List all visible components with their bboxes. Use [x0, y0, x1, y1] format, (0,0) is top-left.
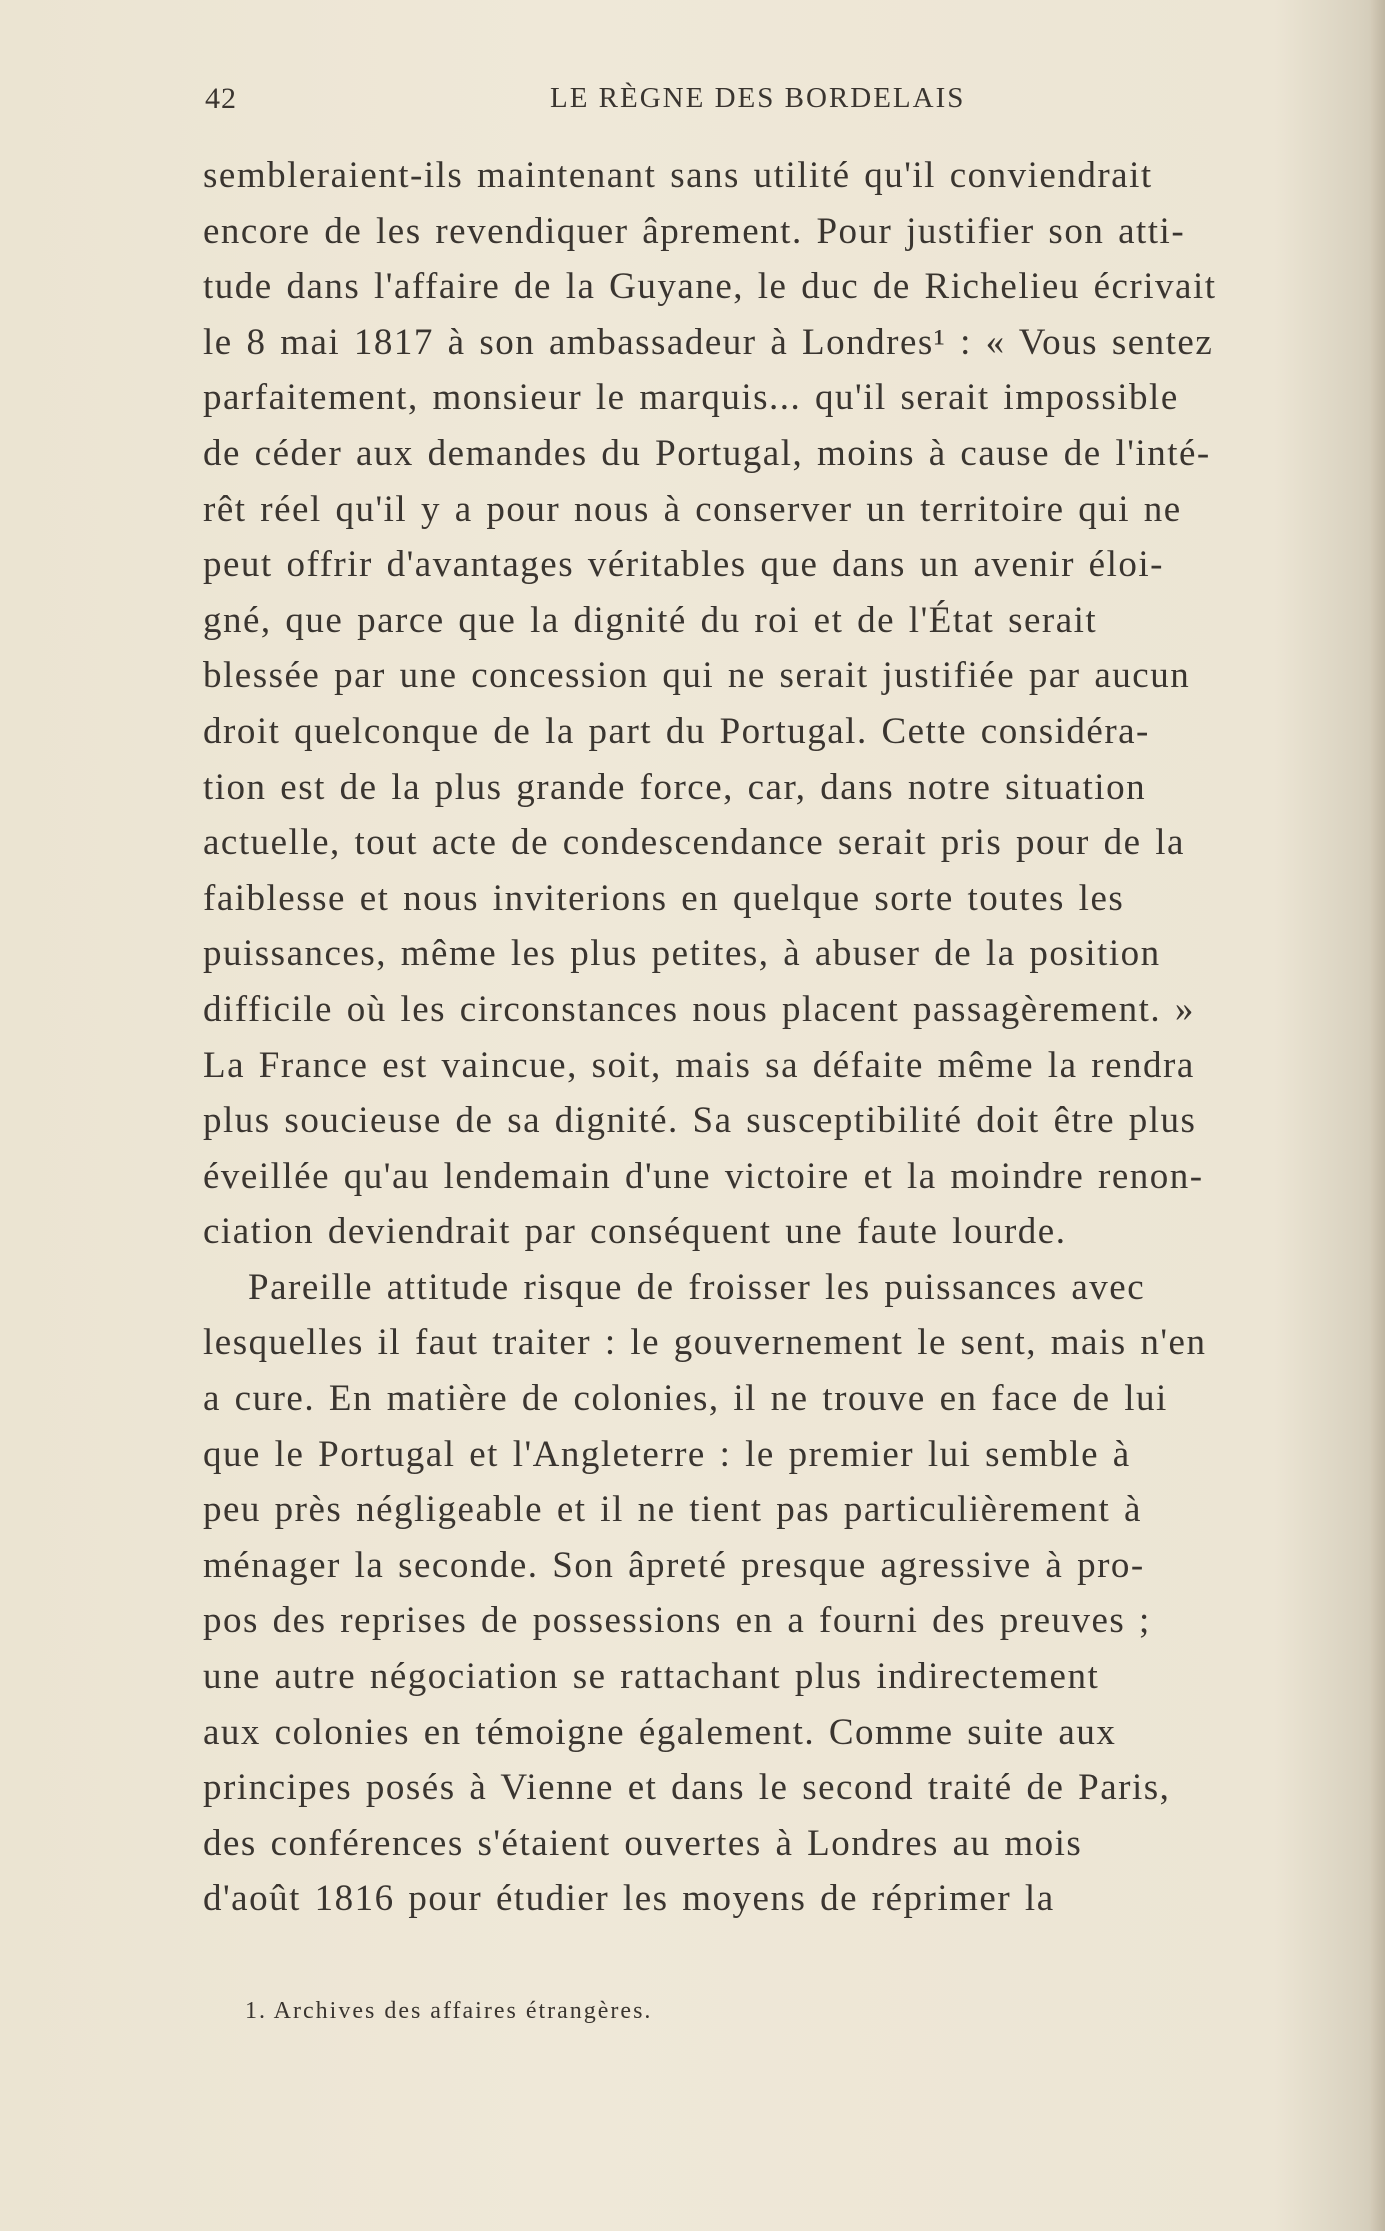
text-line: aux colonies en témoigne également. Comme suite aux: [203, 1711, 1117, 1753]
text-line: des conférences s'étaient ouvertes à Londres au mois: [203, 1822, 1083, 1864]
text-line: droit quelconque de la part du Portugal. Cette considéra-: [203, 710, 1150, 752]
text-line: principes posés à Vienne et dans le second traité de Paris,: [203, 1767, 1171, 1809]
text-line: blessée par une concession qui ne serait justifiée par aucun: [203, 655, 1191, 697]
text-line: a cure. En matière de colonies, il ne trouve en face de lui: [203, 1378, 1168, 1420]
text-line: une autre négociation se rattachant plus indirectement: [203, 1656, 1100, 1698]
text-line: sembleraient-ils maintenant sans utilité qu'il conviendrait: [203, 155, 1153, 196]
running-title: LE RÈGNE DES BORDELAIS: [550, 82, 966, 114]
text-line: gné, que parce que la dignité du roi et de l'État serait: [203, 599, 1098, 641]
page-header: [205, 82, 1005, 122]
text-line: éveillée qu'au lendemain d'une victoire et la moindre renon-: [203, 1155, 1204, 1197]
text-line: lesquelles il faut traiter : le gouvernement le sent, mais n'en: [203, 1322, 1207, 1364]
body-text: [203, 148, 1353, 1927]
text-line: peu près négligeable et il ne tient pas particulièrement à: [203, 1489, 1142, 1531]
text-line: tude dans l'affaire de la Guyane, le duc de Richelieu écrivait: [203, 266, 1217, 308]
text-line: que le Portugal et l'Angleterre : le premier lui semble à: [203, 1433, 1131, 1475]
text-line: tion est de la plus grande force, car, dans notre situation: [203, 766, 1147, 808]
text-line: pos des reprises de possessions en a fourni des preuves ;: [203, 1600, 1151, 1642]
page-edge-shadow: [1371, 0, 1385, 2231]
text-line: difficile où les circonstances nous placent passagèrement. »: [203, 988, 1195, 1030]
text-line: ménager la seconde. Son âpreté presque agressive à pro-: [203, 1544, 1145, 1586]
text-line: rêt réel qu'il y a pour nous à conserver un territoire qui ne: [203, 488, 1182, 530]
text-line: Pareille attitude risque de froisser les puissances avec: [248, 1266, 1146, 1308]
text-line: d'août 1816 pour étudier les moyens de réprimer la: [203, 1878, 1055, 1920]
text-line: ciation deviendrait par conséquent une faute lourde.: [203, 1211, 1067, 1253]
text-line: encore de les revendiquer âprement. Pour justifier son atti-: [203, 210, 1186, 252]
text-line: La France est vaincue, soit, mais sa défaite même la rendra: [203, 1044, 1195, 1086]
footnote: 1. Archives des affaires étrangères.: [245, 1998, 653, 2024]
text-line: parfaitement, monsieur le marquis... qu'il serait impossible: [203, 377, 1179, 419]
text-line: faiblesse et nous inviterions en quelque sorte toutes les: [203, 877, 1125, 919]
text-line: peut offrir d'avantages véritables que dans un avenir éloi-: [203, 544, 1164, 586]
text-line: le 8 mai 1817 à son ambassadeur à Londres¹ : « Vous sentez: [203, 321, 1214, 363]
text-line: de céder aux demandes du Portugal, moins à cause de l'inté-: [203, 432, 1211, 474]
text-line: puissances, même les plus petites, à abuser de la position: [203, 933, 1161, 975]
text-line: plus soucieuse de sa dignité. Sa susceptibilité doit être plus: [203, 1100, 1197, 1142]
page-number: 42: [205, 82, 237, 115]
text-line: actuelle, tout acte de condescendance serait pris pour de la: [203, 822, 1185, 864]
